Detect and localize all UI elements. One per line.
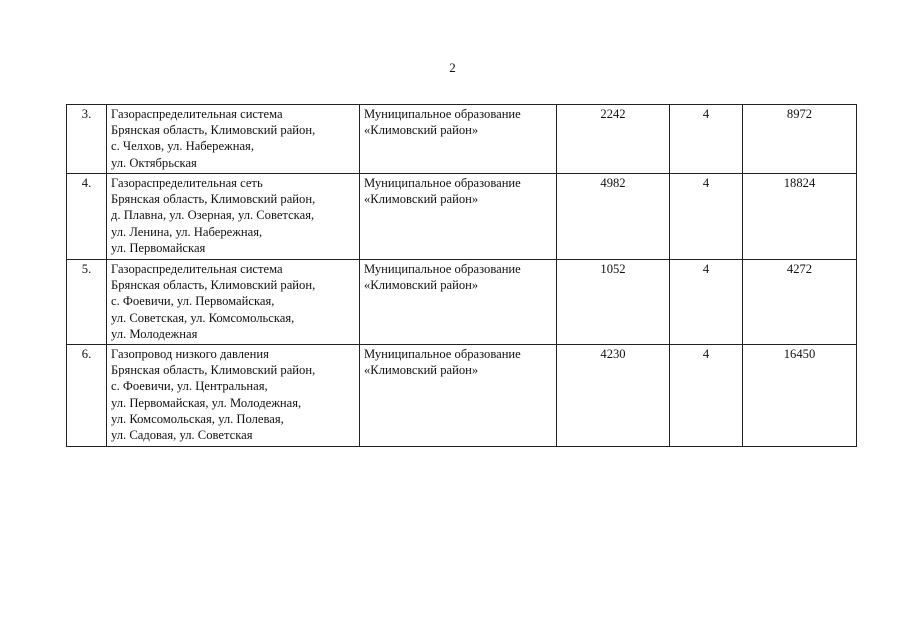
object-name-cell [107, 260, 360, 345]
object-name-line: д. Плавна, ул. Озерная, ул. Советская, [111, 208, 315, 223]
gas-network-table [66, 104, 857, 447]
rate-cell: 4 [670, 345, 743, 447]
total-cell: 18824 [743, 174, 857, 260]
owner-line: «Климовский район» [364, 123, 479, 138]
owner-line: Муниципальное образование [364, 176, 521, 190]
object-name-line: с. Фоевичи, ул. Центральная, [111, 379, 268, 394]
object-name-line: с. Фоевичи, ул. Первомайская, [111, 294, 275, 309]
object-name-line: ул. Октябрьская [111, 155, 197, 170]
page-number: 2 [449, 60, 456, 75]
object-name-line: ул. Садовая, ул. Советская [111, 428, 253, 443]
total-cell: 4272 [743, 260, 857, 345]
row-number: 6. [67, 345, 107, 447]
table-row [67, 260, 857, 345]
owner-cell [360, 260, 557, 345]
object-name-cell [107, 174, 360, 260]
object-name-line: ул. Комсомольская, ул. Полевая, [111, 411, 284, 426]
owner-line: «Климовский район» [364, 192, 479, 207]
row-number: 5. [67, 260, 107, 345]
object-name-line: ул. Ленина, ул. Набережная, [111, 224, 263, 239]
object-name-line: Газораспределительная сеть [111, 176, 263, 190]
object-name-cell [107, 105, 360, 174]
row-number: 4. [67, 174, 107, 260]
object-name-line: Брянская область, Климовский район, [111, 278, 316, 293]
object-name-line: Газопровод низкого давления [111, 347, 269, 361]
object-name-line: ул. Советская, ул. Комсомольская, [111, 310, 295, 325]
object-name-line: ул. Первомайская [111, 240, 206, 255]
row-number: 3. [67, 105, 107, 174]
owner-line: Муниципальное образование [364, 347, 521, 361]
object-name-line: Газораспределительная система [111, 262, 283, 276]
owner-cell [360, 345, 557, 447]
object-name-line: Газораспределительная система [111, 107, 283, 121]
object-name-line: Брянская область, Климовский район, [111, 363, 316, 378]
total-cell: 8972 [743, 105, 857, 174]
length-cell: 4230 [557, 345, 670, 447]
rate-cell: 4 [670, 260, 743, 345]
table-row [67, 174, 857, 260]
object-name-line: ул. Первомайская, ул. Молодежная, [111, 395, 302, 410]
owner-line: Муниципальное образование [364, 262, 521, 276]
rate-cell: 4 [670, 174, 743, 260]
owner-line: «Климовский район» [364, 363, 479, 378]
table-row [67, 345, 857, 447]
object-name-line: Брянская область, Климовский район, [111, 123, 316, 138]
table-row [67, 105, 857, 174]
owner-line: «Климовский район» [364, 278, 479, 293]
length-cell: 1052 [557, 260, 670, 345]
owner-line: Муниципальное образование [364, 107, 521, 121]
length-cell: 2242 [557, 105, 670, 174]
owner-cell [360, 105, 557, 174]
object-name-line: с. Челхов, ул. Набережная, [111, 139, 255, 154]
owner-cell [360, 174, 557, 260]
object-name-cell [107, 345, 360, 447]
length-cell: 4982 [557, 174, 670, 260]
object-name-line: ул. Молодежная [111, 326, 198, 341]
object-name-line: Брянская область, Климовский район, [111, 192, 316, 207]
total-cell: 16450 [743, 345, 857, 447]
rate-cell: 4 [670, 105, 743, 174]
